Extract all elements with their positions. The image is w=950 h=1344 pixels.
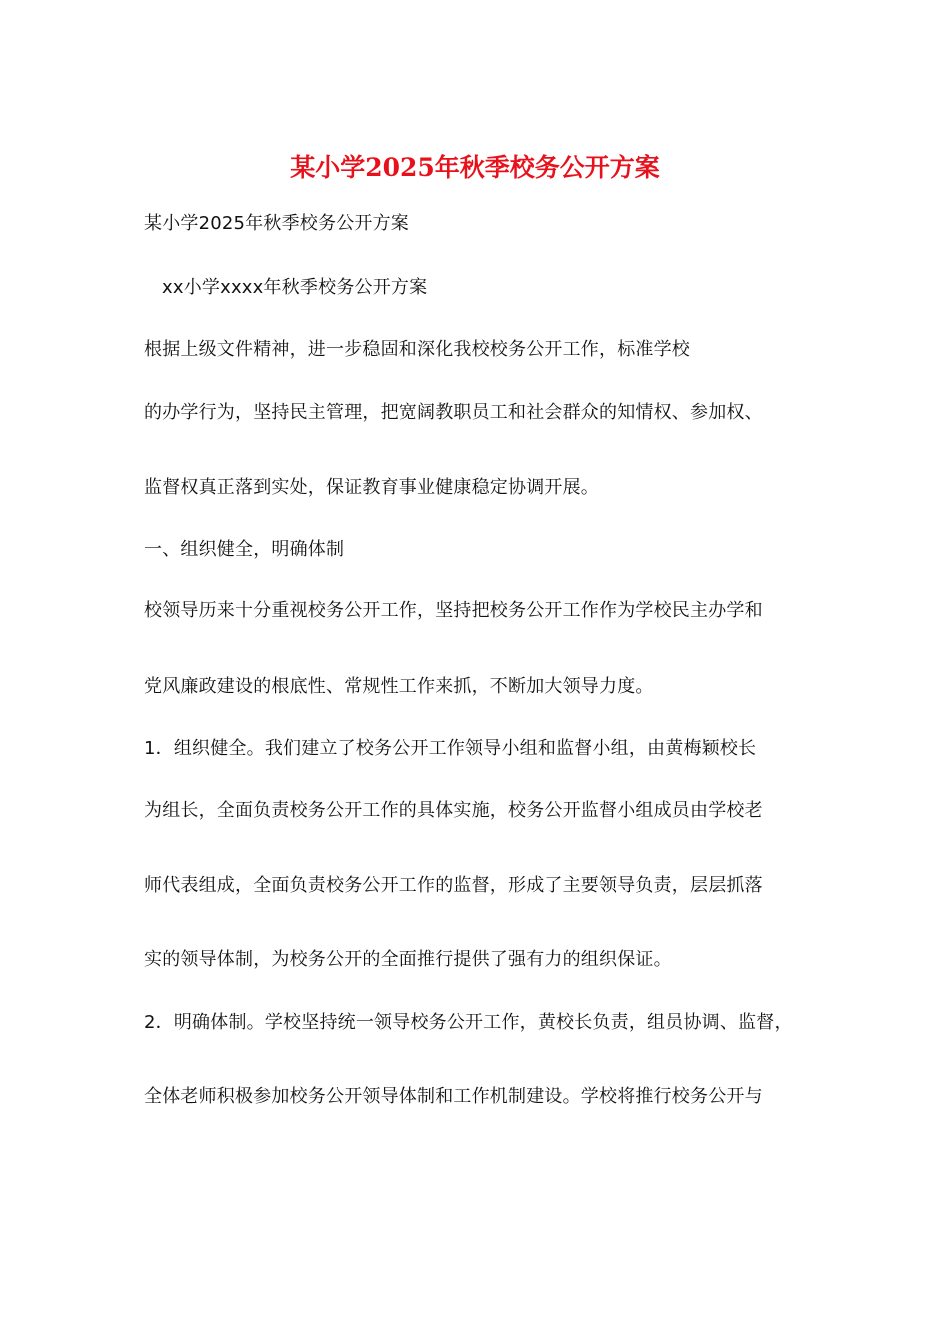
paragraph-line: 2．明确体制。学校坚持统一领导校务公开工作，黄校长负责，组员协调、监督， bbox=[144, 1012, 793, 1033]
paragraph-line: 监督权真正落到实处，保证教育事业健康稳定协调开展。 bbox=[144, 477, 599, 498]
paragraph-line: 的办学行为，坚持民主管理，把宽阔教职员工和社会群众的知情权、参加权、 bbox=[144, 402, 763, 423]
document-title: 某小学2025年秋季校务公开方案 bbox=[290, 153, 660, 182]
paragraph-line: 实的领导体制，为校务公开的全面推行提供了强有力的组织保证。 bbox=[144, 949, 672, 970]
paragraph-line: 全体老师积极参加校务公开领导体制和工作机制建设。学校将推行校务公开与 bbox=[144, 1086, 763, 1107]
subtitle-line: 某小学2025年秋季校务公开方案 bbox=[144, 213, 410, 234]
paragraph-line: 1．组织健全。我们建立了校务公开工作领导小组和监督小组，由黄梅颖校长 bbox=[144, 738, 757, 759]
school-plan-heading: xx小学xxxx年秋季校务公开方案 bbox=[162, 277, 428, 298]
paragraph-line: 师代表组成，全面负责校务公开工作的监督，形成了主要领导负责，层层抓落 bbox=[144, 875, 763, 896]
section-heading: 一、组织健全，明确体制 bbox=[144, 539, 345, 560]
paragraph-line: 为组长，全面负责校务公开工作的具体实施，校务公开监督小组成员由学校老 bbox=[144, 800, 763, 821]
paragraph-line: 校领导历来十分重视校务公开工作，坚持把校务公开工作作为学校民主办学和 bbox=[144, 600, 763, 621]
paragraph-line: 根据上级文件精神，进一步稳固和深化我校校务公开工作，标准学校 bbox=[144, 339, 690, 360]
paragraph-line: 党风廉政建设的根底性、常规性工作来抓，不断加大领导力度。 bbox=[144, 676, 654, 697]
